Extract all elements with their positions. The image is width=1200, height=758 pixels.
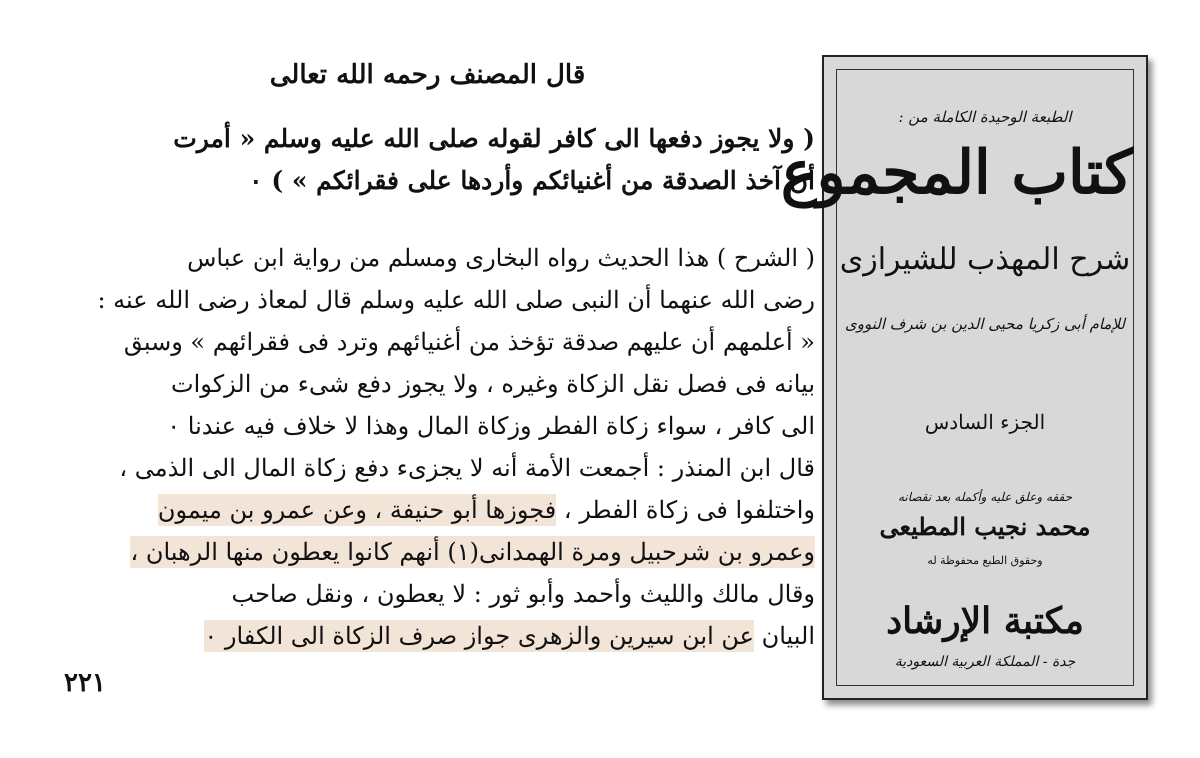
body-line-10: [55, 616, 815, 656]
body-line-3: « أعلمهم أن عليهم صدقة تؤخذ من أغنيائهم وترد فى فقرائهم » وسبق: [123, 328, 815, 356]
section-heading: قال المصنف رحمه الله تعالى: [269, 60, 586, 90]
body-line-5: الى كافر ، سواء زكاة الفطر وزكاة المال وهذا لا خلاف فيه عندنا ٠: [167, 412, 815, 440]
quote-line-2: أن آخذ الصدقة من أغنيائكم وأردها على فقرائكم » ) ٠: [249, 166, 815, 195]
book-page-scan: [40, 40, 815, 720]
cover-title: كتاب المجموع: [780, 138, 1133, 208]
highlighted-passage-1: فجوزها أبو حنيفة ، وعن عمرو بن ميمون: [157, 496, 557, 524]
cover-subtitle: شرح المهذب للشيرازى: [839, 242, 1131, 277]
cover-editor: محمد نجيب المطيعى: [879, 512, 1091, 541]
body-line-4: بيانه فى فصل نقل الزكاة وغيره ، ولا يجوز دفع شىء من الزكوات: [171, 370, 815, 398]
body-line-7-plain: واختلفوا فى زكاة الفطر ،: [556, 496, 815, 524]
cover-author: للإمام أبى زكريا محيى الدين بن شرف النووى: [845, 315, 1125, 333]
quote-line-1: ( ولا يجوز دفعها الى كافر لقوله صلى الله عليه وسلم « أمرت: [173, 124, 815, 153]
cover-edited-by: حققه وعلق عليه وأكمله بعد نقصانه: [897, 490, 1073, 504]
body-line-1: ( الشرح ) هذا الحديث رواه البخارى ومسلم من رواية ابن عباس: [187, 244, 815, 272]
highlighted-passage-3: عن ابن سيرين والزهرى جواز صرف الزكاة الى الكفار ٠: [204, 622, 754, 650]
body-line-9: وقال مالك والليث وأحمد وأبو ثور : لا يعطون ، ونقل صاحب: [231, 580, 815, 608]
body-line-7: [55, 490, 815, 530]
body-line-6: قال ابن المنذر : أجمعت الأمة أنه لا يجزىء دفع زكاة المال الى الذمى ،: [119, 454, 815, 482]
cover-edition: الطبعة الوحيدة الكاملة من :: [898, 108, 1072, 126]
cover-rights: وحقوق الطبع محفوظة له: [927, 554, 1043, 567]
cover-volume: الجزء السادس: [924, 410, 1046, 434]
body-line-8: [55, 532, 815, 572]
body-line-2: رضى الله عنهما أن النبى صلى الله عليه وسلم قال لمعاذ رضى الله عنه :: [97, 286, 815, 314]
cover-publisher: مكتبة الإرشاد: [886, 600, 1084, 642]
body-line-10-plain: البيان: [753, 622, 815, 650]
cover-location: جدة - المملكة العربية السعودية: [894, 654, 1076, 670]
page-number: ٢٢١: [64, 668, 106, 698]
highlighted-passage-2: وعمرو بن شرحبيل ومرة الهمدانى(١) أنهم كانوا يعطون منها الرهبان ،: [130, 538, 815, 566]
